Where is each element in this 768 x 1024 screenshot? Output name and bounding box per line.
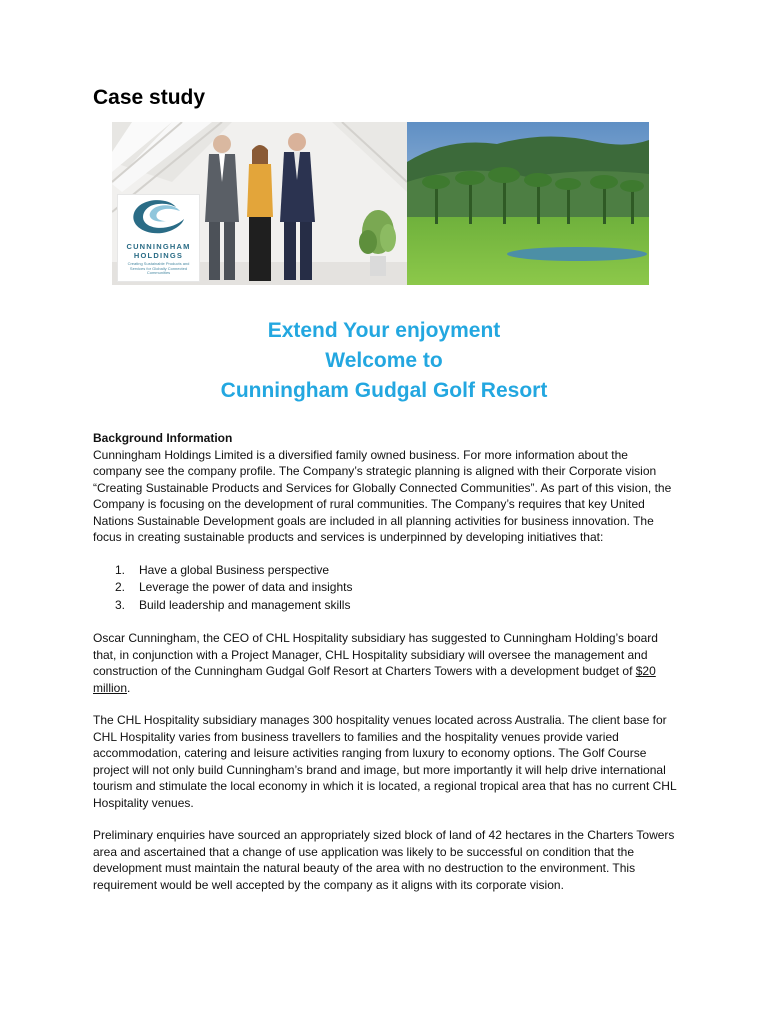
paragraph-spacer: [93, 811, 679, 827]
list-number: 3.: [115, 597, 126, 612]
headline-line-1: Extend Your enjoyment: [267, 319, 501, 342]
page-title: Case study: [93, 86, 206, 109]
background-paragraph: Cunningham Holdings Limited is a diversified family owned business. For more information about the company see the company profile. The Company’s strategic planning is aligned with their Corporate vision “Creating Sustainable Products and Services for Globally Connected Communities”. As part of this vision, the Company is focusing on the development of rural communities. The Company’s requires that key United Nations Sustainable Development goals are included in all planning activities for business innovation. The focus in creating sustainable products and services is underpinned by developing initiatives that:: [93, 447, 672, 544]
list-text: Leverage the power of data and insights: [139, 580, 353, 594]
logo-name-top: CUNNINGHAM: [126, 242, 191, 251]
list-item: [93, 562, 679, 580]
paragraph-spacer: [93, 696, 679, 712]
hospitality-paragraph: The CHL Hospitality subsidiary manages 300 hospitality venues located across Australia. The client base for CHL Hospitality varies from business travellers to families and the hospitality venues provide varied accommodation, catering and leisure activities ranging from luxury to economy options. The Golf Course project will not only build Cunningham’s brand and image, but more importantly it will help drive international tourism and stimulate the local economy in which it is located, a regional tropical area that has no current CHL Hospitality venues.: [93, 713, 677, 810]
logo-tagline: Creating Sustainable Products and Services for Globally Connected Communities: [127, 261, 190, 276]
budget-amount: $20 million: [93, 664, 656, 695]
initiatives-list: [93, 562, 679, 615]
list-number: 1.: [115, 562, 126, 577]
list-text: Have a global Business perspective: [139, 562, 330, 577]
banner-image: [112, 122, 649, 285]
section-heading: Background Information: [93, 431, 233, 445]
list-number: 2.: [115, 580, 126, 594]
headline-line-2: Welcome to: [325, 349, 443, 372]
ceo-paragraph-text: Oscar Cunningham, the CEO of CHL Hospitality subsidiary has suggested to Cunningham Holding’s board that, in conjunction with a Project Manager, CHL Hospitality subsidiary will oversee the management and construction of the Cunningham Gudgal Golf Resort at Charters Towers with a development budget of: [93, 631, 658, 678]
logo-name-bottom: HOLDINGS: [133, 251, 184, 260]
list-item: [93, 597, 679, 615]
golf-course-illustration: [407, 122, 649, 285]
ceo-paragraph: [93, 630, 679, 696]
office-team-photo: [112, 122, 407, 285]
land-paragraph: Preliminary enquiries have sourced an appropriately sized block of land of 42 hectares in the Charters Towers area and ascertained that a change of use application was likely to be successful on condition that the development must maintain the natural beauty of the area with no destruction to the environment. This requirement would be well accepted by the company as it aligns with its corporate vision.: [93, 828, 675, 892]
list-text: Build leadership and management skills: [139, 597, 351, 612]
swirl-logo-icon: [118, 195, 199, 241]
document-body: [93, 430, 679, 893]
headline-line-3: Cunningham Gudgal Golf Resort: [220, 379, 548, 402]
ceo-paragraph-end: .: [127, 680, 131, 695]
list-item: [93, 579, 679, 597]
cunningham-holdings-logo: [117, 194, 200, 282]
golf-course-photo: [407, 122, 649, 285]
resort-headline: [112, 316, 656, 406]
